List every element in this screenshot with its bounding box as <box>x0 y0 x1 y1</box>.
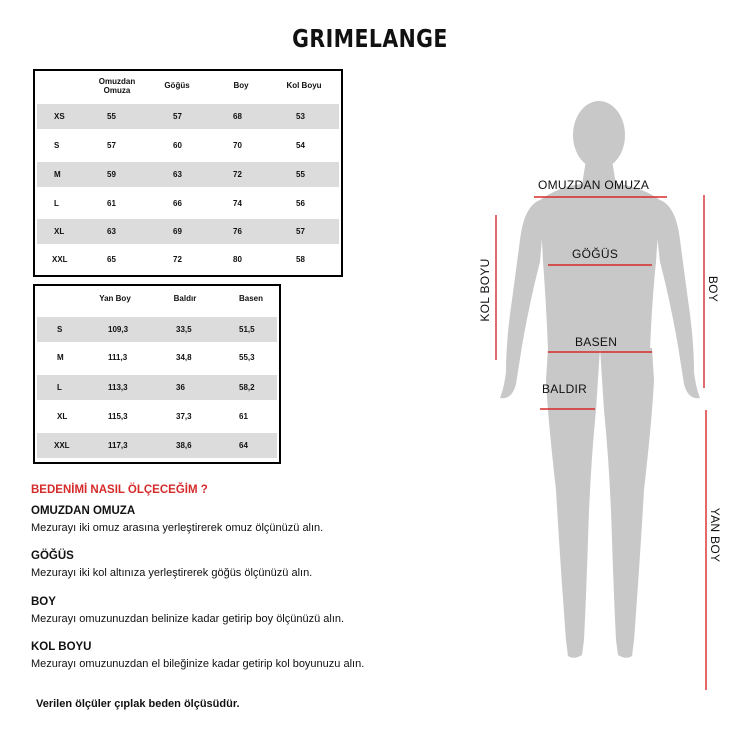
table-cell: 70 <box>233 141 242 150</box>
instruction-text: Mezurayı iki kol altınıza yerleştirerek göğüs ölçünüzü alın. <box>31 567 313 579</box>
instruction-title: KOL BOYU <box>31 641 92 653</box>
table-cell: 38,6 <box>176 441 192 450</box>
instruction-title: GÖĞÜS <box>31 550 74 562</box>
table-cell: 72 <box>233 170 242 179</box>
column-header-hip: Basen <box>238 294 263 303</box>
table-cell: 69 <box>173 227 182 236</box>
label-height: BOY <box>706 275 720 303</box>
table-cell: 65 <box>107 255 116 264</box>
column-header-chest: Göğüs <box>164 81 190 90</box>
table-cell: 76 <box>233 227 242 236</box>
table-cell: 113,3 <box>108 383 128 392</box>
size-label: XXL <box>54 441 70 450</box>
table-cell: 72 <box>173 255 182 264</box>
size-label: S <box>54 141 60 150</box>
column-header-sleeve: Kol Boyu <box>286 81 322 90</box>
table-cell: 68 <box>233 112 242 121</box>
size-label: XL <box>54 227 65 236</box>
table-cell: 61 <box>239 412 248 421</box>
table-cell: 111,3 <box>108 353 128 362</box>
column-header-length: Boy <box>233 81 249 90</box>
table-cell: 66 <box>173 199 182 208</box>
label-calf: BALDIR <box>542 382 588 396</box>
table-cell: 37,3 <box>176 412 192 421</box>
table-cell: 80 <box>233 255 242 264</box>
table-cell: 64 <box>239 441 248 450</box>
instruction-title: BOY <box>31 596 56 608</box>
size-label: L <box>57 383 62 392</box>
table-cell: 63 <box>107 227 116 236</box>
table-cell: 61 <box>107 199 116 208</box>
table-cell: 117,3 <box>108 441 128 450</box>
table-cell: 54 <box>296 141 305 150</box>
table-cell: 57 <box>107 141 116 150</box>
table-cell: 57 <box>173 112 182 121</box>
label-chest: GÖĞÜS <box>572 247 619 261</box>
table-cell: 74 <box>233 199 242 208</box>
footnote: Verilen ölçüler çıplak beden ölçüsüdür. <box>36 698 240 710</box>
table-cell: 55 <box>296 170 305 179</box>
table-cell: 57 <box>296 227 305 236</box>
column-header-side-length: Yan Boy <box>99 294 131 303</box>
table-cell: 53 <box>296 112 305 121</box>
label-shoulder: OMUZDAN OMUZA <box>538 178 650 192</box>
table-cell: 58,2 <box>239 383 255 392</box>
table-cell: 55,3 <box>239 353 255 362</box>
instruction-text: Mezurayı omuzunuzdan el bileğinize kadar getirip kol boyunuzu alın. <box>31 658 365 670</box>
table-cell: 58 <box>296 255 305 264</box>
size-label: M <box>57 353 64 362</box>
table-cell: 36 <box>176 383 185 392</box>
instruction-text: Mezurayı iki omuz arasına yerleştirerek omuz ölçünüzü alın. <box>31 522 324 534</box>
size-label: XL <box>57 412 68 421</box>
size-label: L <box>54 199 59 208</box>
table-cell: 115,3 <box>108 412 128 421</box>
column-header-calf: Baldır <box>173 294 197 303</box>
label-sleeve: KOL BOYU <box>478 258 492 322</box>
column-header-shoulder: Omuzdan Omuza <box>98 77 136 95</box>
table-cell: 51,5 <box>239 325 255 334</box>
table-cell: 109,3 <box>108 325 129 334</box>
table-cell: 59 <box>107 170 116 179</box>
brand-title: GRIMELANGE <box>292 24 448 53</box>
table-cell: 34,8 <box>176 353 192 362</box>
size-label: XXL <box>52 255 68 264</box>
table-cell: 55 <box>107 112 116 121</box>
size-label: S <box>57 325 63 334</box>
size-label: M <box>54 170 61 179</box>
table-cell: 56 <box>296 199 305 208</box>
instruction-text: Mezurayı omuzunuzdan belinize kadar getirip boy ölçünüzü alın. <box>31 613 345 625</box>
table-cell: 60 <box>173 141 182 150</box>
label-side-length: YAN BOY <box>708 507 722 563</box>
label-hip: BASEN <box>575 335 618 349</box>
instruction-title: OMUZDAN OMUZA <box>31 505 136 517</box>
table-cell: 63 <box>173 170 182 179</box>
howto-title: BEDENİMİ NASIL ÖLÇECEĞİM ? <box>31 484 208 496</box>
size-label: XS <box>54 112 65 121</box>
table-cell: 33,5 <box>176 325 192 334</box>
